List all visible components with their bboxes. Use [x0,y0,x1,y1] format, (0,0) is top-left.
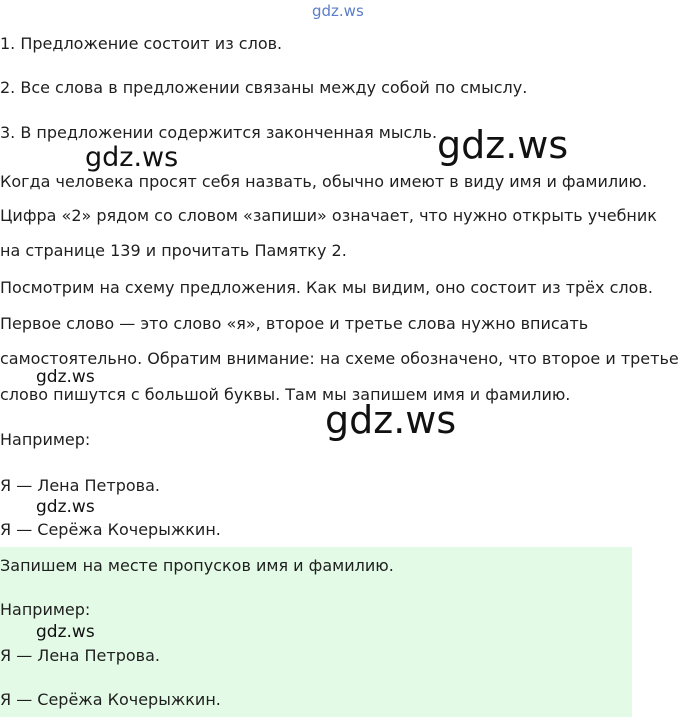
answer-line: Запишем на месте пропусков имя и фамилию. [0,556,394,575]
watermark: gdz.ws [85,142,179,173]
watermark: gdz.ws [325,398,457,442]
paragraph-line: Первое слово — это слово «я», второе и третье слова нужно вписать [0,314,589,333]
watermark: gdz.ws [36,497,95,517]
paragraph-line: Посмотрим на схему предложения. Как мы видим, оно состоит из трёх слов. [0,278,653,297]
rule-line-3: 3. В предложении содержится законченная мысль. [0,123,438,142]
watermark: gdz.ws [36,367,95,387]
example-line: Я — Лена Петрова. [0,476,160,495]
rule-line-2: 2. Все слова в предложении связаны между собой по смыслу. [0,78,528,97]
answer-box [0,547,632,717]
answer-example-line: Я — Лена Петрова. [0,646,160,665]
watermark: gdz.ws [437,123,569,167]
answer-example-line: Я — Серёжа Кочерыжкин. [0,690,221,709]
example-label: Например: [0,430,91,449]
paragraph-line: на странице 139 и прочитать Памятку 2. [0,241,347,260]
watermark: gdz.ws [36,622,95,642]
example-line: Я — Серёжа Кочерыжкин. [0,520,221,539]
paragraph-line: Цифра «2» рядом со словом «запиши» означает, что нужно открыть учебник [0,206,657,225]
paragraph-line: самостоятельно. Обратим внимание: на схеме обозначено, что второе и третье [0,349,679,368]
paragraph-line: слово пишутся с большой буквы. Там мы запишем имя и фамилию. [0,385,571,404]
answer-example-label: Например: [0,600,91,619]
rule-line-1: 1. Предложение состоит из слов. [0,34,283,53]
paragraph-line: Когда человека просят себя назвать, обычно имеют в виду имя и фамилию. [0,172,648,191]
site-watermark-top: gdz.ws [312,2,364,20]
